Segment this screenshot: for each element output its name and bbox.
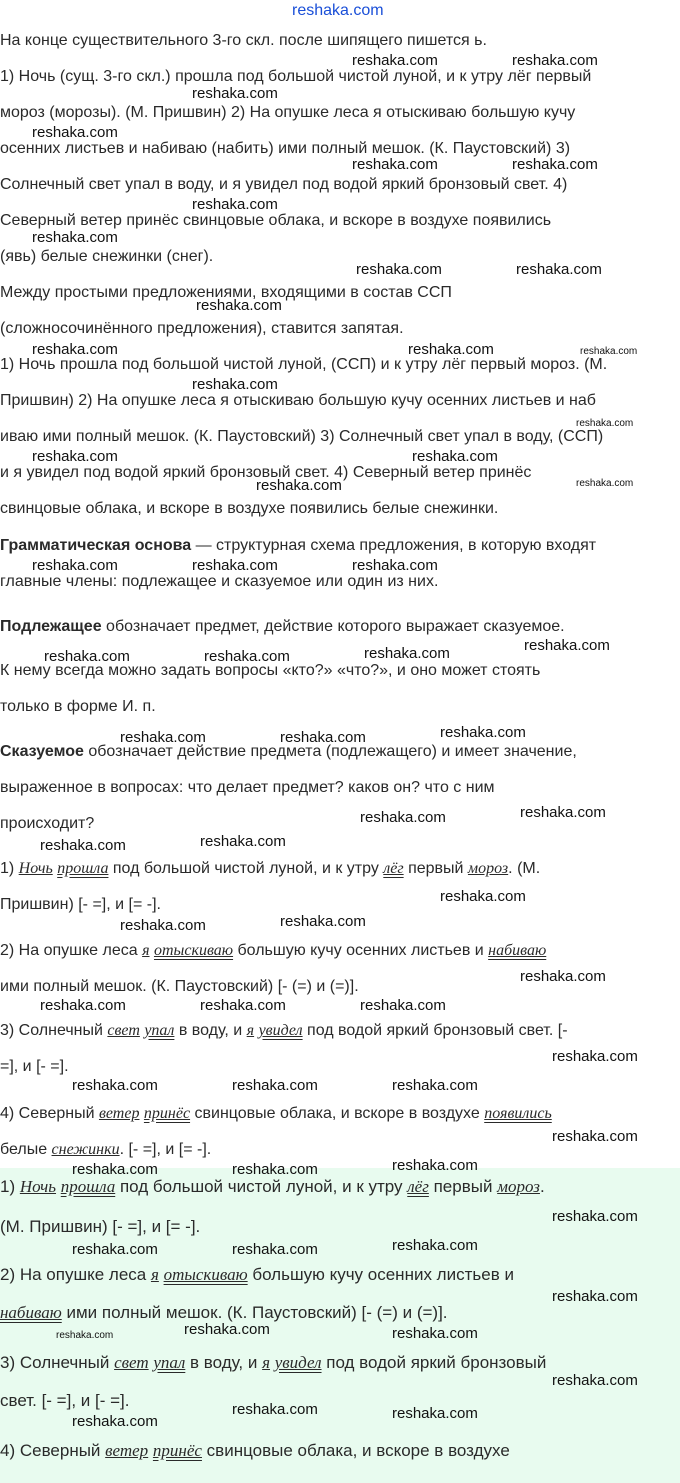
analysis-scheme: ими полный мешок. (К. Паустовский) [- (=) и (=)]. [0, 978, 359, 995]
predicate-word: набиваю [0, 1303, 62, 1322]
analysis-scheme: =], и [- =]. [0, 1058, 69, 1075]
term-grammar-basis: Грамматическая основа [0, 537, 192, 554]
watermark: reshaka.com [576, 418, 634, 429]
predicate-word: принёс [152, 1441, 202, 1460]
example-line: (явь) белые снежинки (снег). [0, 248, 214, 265]
answer-sentence-3: 3) Солнечный свет упал в воду, и я увидел под водой яркий бронзовый [0, 1353, 547, 1372]
predicate-word: упал [153, 1353, 186, 1372]
watermark: reshaka.com [516, 261, 602, 278]
watermark: reshaka.com [356, 261, 442, 278]
predicate-word: лёг [383, 860, 404, 877]
watermark: reshaka.com [360, 809, 446, 826]
analysis-sentence-1: 1) Ночь прошла под большой чистой луной, и к утру лёг первый мороз. (М. [0, 860, 541, 877]
answer-scheme: (М. Пришвин) [- =], и [= -]. [0, 1217, 201, 1236]
example-line: Северный ветер принёс свинцовые облака, и вскоре в воздухе появились [0, 212, 552, 229]
watermark: reshaka.com [524, 637, 610, 654]
example-line: мороз (морозы). (М. Пришвин) 2) На опушке леса я отыскиваю большую кучу [0, 104, 576, 121]
subject-definition: Подлежащее обозначает предмет, действие которого выражает сказуемое. [0, 618, 565, 635]
subject-definition-line: только в форме И. п. [0, 698, 156, 715]
watermark: reshaka.com [440, 888, 526, 905]
analysis-sentence-4: 4) Северный ветер принёс свинцовые облака, и вскоре в воздухе появились [0, 1105, 552, 1122]
watermark: reshaka.com [32, 229, 118, 246]
predicate-word: упал [144, 1022, 175, 1039]
subject-word: ветер [98, 1105, 140, 1122]
watermark: reshaka.com [520, 804, 606, 821]
example-line: Солнечный свет упал в воду, и я увидел под водой яркий бронзовый свет. 4) [0, 176, 568, 193]
subject-word: мороз [467, 860, 509, 877]
example-line: 1) Ночь прошла под большой чистой луной, (ССП) и к утру лёг первый мороз. (М. [0, 356, 608, 373]
watermark: reshaka.com [576, 478, 634, 489]
grammar-definition: Грамматическая основа — структурная схема предложения, в которую входят [0, 537, 597, 554]
watermark: reshaka.com [44, 648, 130, 665]
watermark: reshaka.com [412, 448, 498, 465]
watermark: reshaka.com [392, 1077, 478, 1094]
example-line: свинцовые облака, и вскоре в воздухе появились белые снежинки. [0, 500, 499, 517]
watermark: reshaka.com [232, 1401, 318, 1418]
watermark: reshaka.com [392, 1405, 478, 1422]
subject-word: Ночь [19, 1177, 57, 1196]
rule-comma-line: Между простыми предложениями, входящими в состав ССП [0, 284, 452, 301]
watermark: reshaka.com [392, 1325, 478, 1342]
example-line: Пришвин) 2) На опушке леса я отыскиваю большую кучу осенних листьев и наб [0, 392, 596, 409]
watermark: reshaka.com [552, 1048, 638, 1065]
watermark: reshaka.com [392, 1157, 478, 1174]
watermark: reshaka.com [200, 997, 286, 1014]
watermark: reshaka.com [552, 1208, 638, 1225]
watermark: reshaka.com [408, 341, 494, 358]
watermark: reshaka.com [512, 52, 598, 69]
watermark: reshaka.com [280, 729, 366, 746]
predicate-definition: Сказуемое обозначает действие предмета (подлежащего) и имеет значение, [0, 743, 577, 760]
watermark: reshaka.com [192, 196, 278, 213]
watermark: reshaka.com [204, 648, 290, 665]
subject-word: я [150, 1265, 159, 1284]
predicate-definition-line: выраженное в вопросах: что делает предмет? каков он? что с ним [0, 779, 495, 796]
predicate-word: отыскиваю [163, 1265, 248, 1284]
watermark: reshaka.com [72, 1077, 158, 1094]
answer-sentence-4: 4) Северный ветер принёс свинцовые облака, и вскоре в воздухе [0, 1441, 510, 1460]
analysis-sentence-3: 3) Солнечный свет упал в воду, и я увидел под водой яркий бронзовый свет. [- [0, 1022, 568, 1039]
watermark: reshaka.com [352, 52, 438, 69]
predicate-word: принёс [143, 1105, 191, 1122]
watermark: reshaka.com [440, 724, 526, 741]
watermark: reshaka.com [352, 156, 438, 173]
term-predicate: Сказуемое [0, 743, 84, 760]
watermark: reshaka.com [280, 913, 366, 930]
subject-word: снежинки [51, 1141, 120, 1158]
watermark: reshaka.com [192, 376, 278, 393]
grammar-definition-line: главные члены: подлежащее и сказуемое или один из них. [0, 573, 439, 590]
watermark: reshaka.com [196, 297, 282, 314]
predicate-word: увидел [258, 1022, 303, 1039]
analysis-scheme: белые снежинки. [- =], и [= -]. [0, 1141, 212, 1158]
watermark: reshaka.com [552, 1372, 638, 1389]
watermark: reshaka.com [56, 1330, 114, 1341]
subject-word: свет [107, 1022, 140, 1039]
answer-scheme: набиваю ими полный мешок. (К. Паустовский) [- (=) и (=)]. [0, 1303, 448, 1322]
predicate-word: набиваю [488, 942, 547, 959]
watermark: reshaka.com [200, 833, 286, 850]
watermark: reshaka.com [32, 448, 118, 465]
predicate-word: появились [484, 1105, 552, 1122]
watermark: reshaka.com [32, 124, 118, 141]
predicate-word: увидел [274, 1353, 322, 1372]
subject-word: ветер [105, 1441, 149, 1460]
watermark: reshaka.com [232, 1241, 318, 1258]
watermark: reshaka.com [72, 1413, 158, 1430]
watermark: reshaka.com [40, 837, 126, 854]
watermark: reshaka.com [512, 156, 598, 173]
subject-word: свет [114, 1353, 149, 1372]
rule-soft-sign: На конце существительного 3-го скл. после шипящего пишется ь. [0, 32, 487, 49]
watermark: reshaka.com [232, 1077, 318, 1094]
watermark: reshaka.com [72, 1161, 158, 1178]
watermark: reshaka.com [256, 477, 342, 494]
example-line: иваю ими полный мешок. (К. Паустовский) 3) Солнечный свет упал в воду, (ССП) [0, 428, 604, 445]
example-line: и я увидел под водой яркий бронзовый свет. 4) Северный ветер принёс [0, 464, 532, 481]
answer-sentence-1: 1) Ночь прошла под большой чистой луной, и к утру лёг первый мороз. [0, 1177, 545, 1196]
predicate-word: лёг [407, 1177, 429, 1196]
subject-word: Ночь [18, 860, 53, 877]
watermark: reshaka.com [360, 997, 446, 1014]
analysis-sentence-2: 2) На опушке леса я отыскиваю большую кучу осенних листьев и набиваю [0, 942, 547, 959]
site-logo-watermark: reshaka.com [292, 2, 384, 19]
answer-scheme: свет. [- =], и [- =]. [0, 1391, 130, 1410]
example-line: 1) Ночь (сущ. 3-го скл.) прошла под большой чистой луной, и к утру лёг первый [0, 68, 592, 85]
watermark: reshaka.com [232, 1161, 318, 1178]
example-line: осенних листьев и набиваю (набить) ими полный мешок. (К. Паустовский) 3) [0, 140, 571, 157]
analysis-scheme: Пришвин) [- =], и [= -]. [0, 896, 161, 913]
predicate-word: прошла [60, 1177, 116, 1196]
watermark: reshaka.com [192, 557, 278, 574]
watermark: reshaka.com [72, 1241, 158, 1258]
rule-comma-line: (сложносочинённого предложения), ставится запятая. [0, 320, 404, 337]
predicate-word: прошла [57, 860, 109, 877]
subject-word: мороз [497, 1177, 540, 1196]
watermark: reshaka.com [520, 968, 606, 985]
subject-definition-line: К нему всегда можно задать вопросы «кто?» «что?», и оно может стоять [0, 662, 541, 679]
watermark: reshaka.com [32, 557, 118, 574]
watermark: reshaka.com [192, 85, 278, 102]
watermark: reshaka.com [120, 729, 206, 746]
watermark: reshaka.com [552, 1128, 638, 1145]
watermark: reshaka.com [120, 917, 206, 934]
watermark: reshaka.com [40, 997, 126, 1014]
subject-word: я [262, 1353, 271, 1372]
subject-word: я [246, 1022, 255, 1039]
answer-sentence-2: 2) На опушке леса я отыскиваю большую кучу осенних листьев и [0, 1265, 514, 1284]
watermark: reshaka.com [32, 341, 118, 358]
watermark: reshaka.com [392, 1237, 478, 1254]
watermark: reshaka.com [580, 346, 638, 357]
watermark: reshaka.com [184, 1321, 270, 1338]
watermark: reshaka.com [352, 557, 438, 574]
predicate-definition-line: происходит? [0, 815, 95, 832]
term-subject: Подлежащее [0, 618, 102, 635]
predicate-word: отыскиваю [153, 942, 234, 959]
watermark: reshaka.com [364, 645, 450, 662]
watermark: reshaka.com [552, 1288, 638, 1305]
subject-word: я [142, 942, 150, 959]
